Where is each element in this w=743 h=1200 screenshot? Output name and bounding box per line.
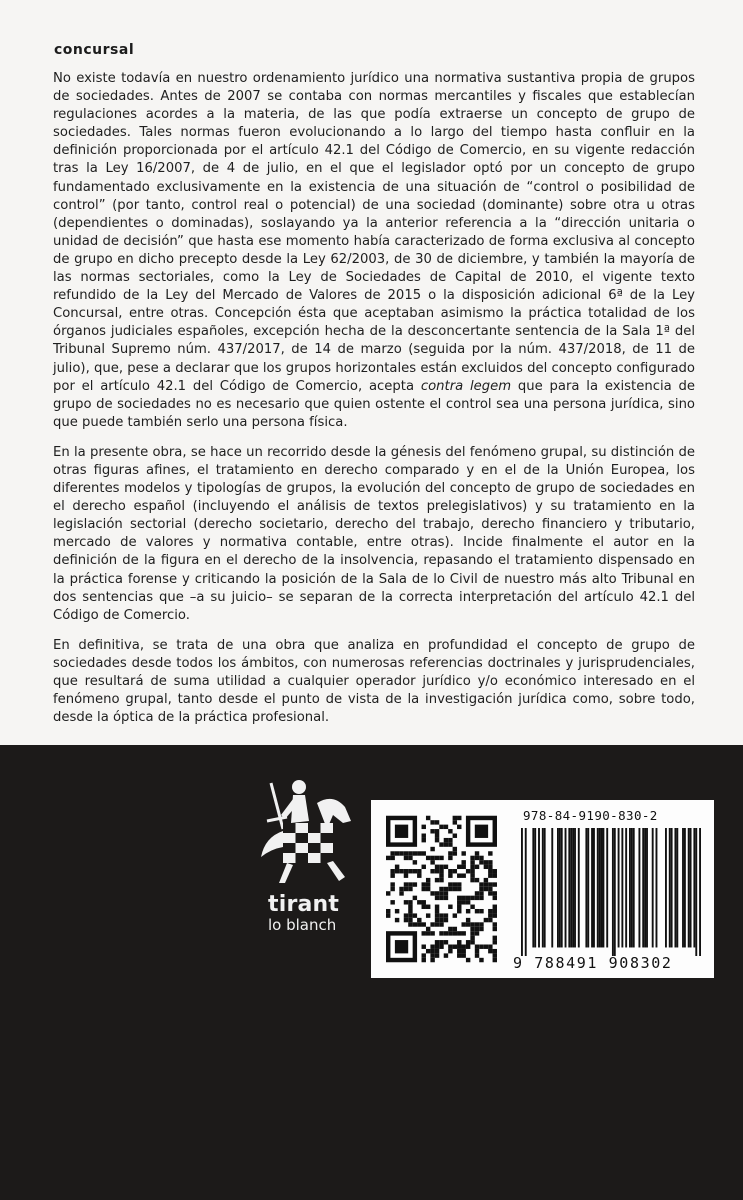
synopsis-paragraph-2: En la presente obra, se hace un recorrido desde la génesis del fenómeno grupal, su distinción de otras figuras afines, el tratamiento en derecho comparado y en el de la Unión Europea, los diferentes modelos y tipologías de grupos, la evolución del concepto de grupo de sociedades en el derecho español (incluyendo el análisis de textos prelegislativos) y su tratamiento en la legislación sectorial (derecho societario, derecho del trabajo, derecho financiero y tributario, mercado de valores y normativa contable, entre otras). Incide finalmente el autor en la definición de la figura en el derecho de la insolvencia, repasando el tratamiento dispensado en la práctica forense y criticando la posición de la Sala de lo Civil de nuestro más alto Tribunal en dos sentencias que –a su juicio– se separan de la correcta interpretación del artículo 42.1 del Código de Comercio. <box>53 444 695 623</box>
publisher-name-line1: tirant <box>268 892 340 917</box>
series-label: concursal <box>54 42 135 58</box>
publisher-logo-text <box>268 893 339 934</box>
ean-number: 9 788491 908302 <box>513 954 673 972</box>
synopsis-paragraph-3: En definitiva, se trata de una obra que analiza en profundidad el concepto de grupo de sociedades desde todos los ámbitos, con numerosas referencias doctrinales y jurisprudenciales, que resultará de suma utilidad a cualquier operador jurídico y/o económico interesado en el fenómeno grupal, tanto desde el punto de vista de la investigación jurídica como, sobre todo, desde la óptica de la práctica profesional. <box>53 637 695 726</box>
knight-on-horse-icon <box>247 773 367 888</box>
isbn-number: 978-84-9190-830-2 <box>523 808 658 823</box>
publisher-name-line2: lo blanch <box>268 916 337 934</box>
qr-code-icon <box>386 815 497 963</box>
synopsis-p1-part1: No existe todavía en nuestro ordenamiento jurídico una normativa sustantiva propia de grupos de sociedades. Antes de 2007 se contaba con normas mercantiles y fiscales que establecían regulaciones acordes a la materia, de las que podía extraerse un concepto de grupo de sociedades. Tales normas fueron evolucionando a lo largo del tiempo hasta confluir en la definición proporcionada por el artículo 42.1 del Código de Comercio, en su vigente redacción tras la Ley 16/2007, de 4 de julio, en el que el legislador optó por un concepto de grupo fundamentado exclusivamente en la existencia de una situación de “control o posibilidad de control” (por tanto, control real o potencial) de una sociedad (dominante) sobre otra u otras (dependientes o dominadas), soslayando ya la anterior referencia a la “dirección unitaria o unidad de decisión” que hasta ese momento había caracterizado de forma exclusiva al concepto de grupo en dicho precepto desde la Ley 62/2003, de 30 de diciembre, y también la mayoría de las normas sectoriales, como la Ley de Sociedades de Capital de 2010, el vigente texto refundido de la Ley del Mercado de Valores de 2015 o la disposición adicional 6ª de la Ley Concursal, entre otras. Concepción ésta que aceptaban asimismo la práctica totalidad de los órganos judiciales españoles, excepción hecha de la desconcertante sentencia de la Sala 1ª del Tribunal Supremo núm. 437/2017, de 14 de marzo (seguida por la núm. 437/2018, de 11 de julio), que, pese a declarar que los grupos horizontales están excluidos del concepto configurado por el artículo 42.1 del Código de Comercio, acepta <box>53 71 695 394</box>
synopsis-paragraph-1 <box>53 70 695 432</box>
synopsis-text <box>53 70 695 739</box>
barcode <box>521 828 701 956</box>
synopsis-p1-italic: contra legem <box>420 378 512 394</box>
synopsis-p1-part2: que para la existencia de grupo de sociedades no es necesario que quien ostente el control sea una persona jurídica, sino que puede también serlo una persona física. <box>53 378 695 430</box>
isbn-label-box <box>371 800 714 978</box>
